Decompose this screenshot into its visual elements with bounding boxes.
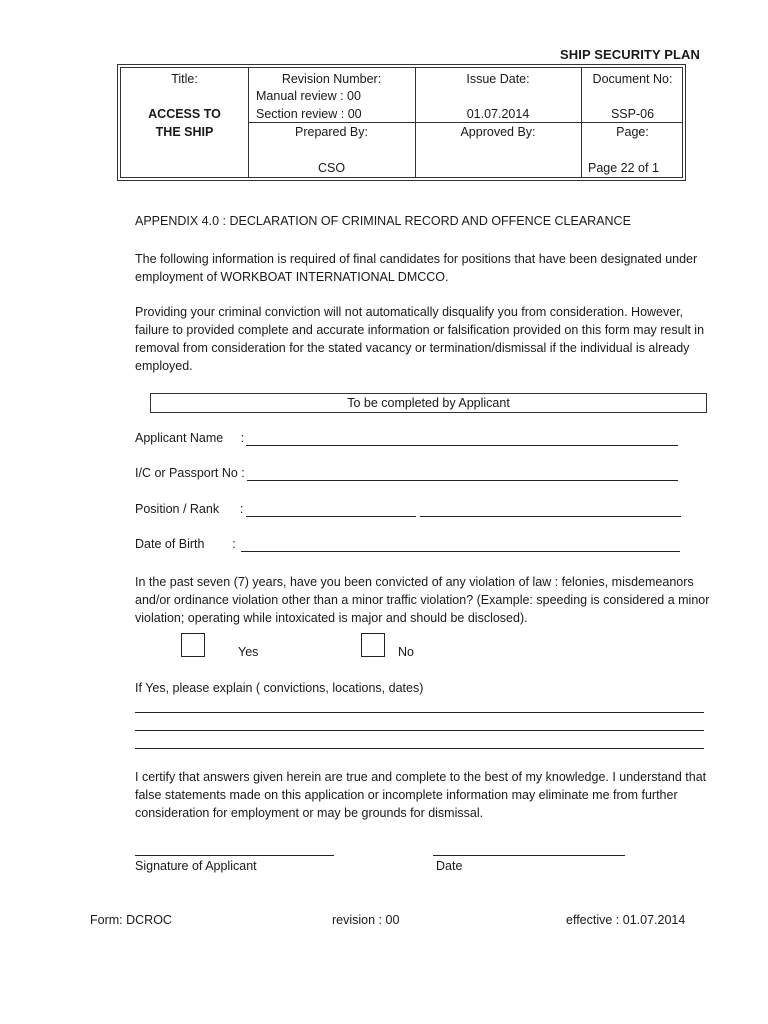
signature-line[interactable] bbox=[135, 855, 334, 856]
appendix-title: APPENDIX 4.0 : DECLARATION OF CRIMINAL RECORD AND OFFENCE CLEARANCE bbox=[135, 214, 631, 228]
rank-line[interactable] bbox=[420, 516, 681, 517]
position-label: Position / Rank : bbox=[135, 502, 244, 516]
certification-paragraph: I certify that answers given herein are true and complete to the best of my knowledge. I understand that false statements made on this application or incomplete information may eliminate me from further consideration for employment or may be grounds for dismissal. bbox=[135, 770, 707, 820]
explain-line-3[interactable] bbox=[135, 748, 704, 749]
prepared-by-label: Prepared By: bbox=[295, 125, 368, 139]
signature-label: Signature of Applicant bbox=[135, 859, 257, 873]
doc-no: SSP-06 bbox=[610, 107, 655, 121]
date-line[interactable] bbox=[433, 855, 625, 856]
doc-title-line2: THE SHIP bbox=[155, 125, 214, 139]
form-code: Form: DCROC bbox=[90, 913, 172, 927]
document-header-table bbox=[117, 64, 686, 181]
no-label: No bbox=[398, 645, 414, 659]
explain-line-2[interactable] bbox=[135, 730, 704, 731]
footer-revision: revision : 00 bbox=[332, 913, 400, 927]
manual-review: Manual review : 00 bbox=[256, 89, 361, 103]
disclaimer-paragraph: Providing your criminal conviction will not automatically disqualify you from consideration. However, failure to provided complete and accurate information or falsification provided on this form may result in removal from consideration for the stated vacancy or termination/dismissal if the individual is already employed. bbox=[135, 305, 705, 373]
footer-effective: effective : 01.07.2014 bbox=[566, 913, 686, 927]
position-line[interactable] bbox=[246, 516, 416, 517]
issue-date: 01.07.2014 bbox=[466, 107, 530, 121]
passport-line[interactable] bbox=[247, 480, 678, 481]
title-label: Title: bbox=[171, 72, 198, 86]
date-label: Date bbox=[436, 859, 463, 873]
applicant-name-label: Applicant Name : bbox=[135, 431, 245, 445]
doc-title-line1: ACCESS TO bbox=[148, 107, 221, 121]
explain-label: If Yes, please explain ( convictions, locations, dates) bbox=[135, 681, 424, 695]
prepared-by: CSO bbox=[317, 161, 346, 175]
issue-date-label: Issue Date: bbox=[466, 72, 530, 86]
approved-by-label: Approved By: bbox=[460, 125, 536, 139]
no-checkbox[interactable] bbox=[361, 633, 385, 657]
applicant-section-header: To be completed by Applicant bbox=[150, 393, 707, 413]
explain-line-1[interactable] bbox=[135, 712, 704, 713]
dob-label: Date of Birth : bbox=[135, 537, 236, 551]
yes-checkbox[interactable] bbox=[181, 633, 205, 657]
intro-paragraph: The following information is required of final candidates for positions that have been designated under employment of WORKBOAT INTERNATIONAL DMCCO. bbox=[135, 252, 698, 284]
page-value: Page 22 of 1 bbox=[588, 161, 659, 175]
yes-label: Yes bbox=[238, 645, 259, 659]
page-label: Page: bbox=[616, 125, 649, 139]
passport-label: I/C or Passport No : bbox=[135, 466, 245, 480]
revision-label: Revision Number: bbox=[281, 72, 382, 86]
section-review: Section review : 00 bbox=[256, 107, 362, 121]
dob-line[interactable] bbox=[241, 551, 680, 552]
doc-no-label: Document No: bbox=[592, 72, 673, 86]
conviction-question: In the past seven (7) years, have you been convicted of any violation of law : felonies, misdemeanors and/or ordinance violation other than a minor traffic violation? (Example: speeding is considered a minor violation; operating while intoxicated is major and should be disclosed). bbox=[135, 575, 710, 625]
plan-title: SHIP SECURITY PLAN bbox=[560, 47, 701, 62]
applicant-name-line[interactable] bbox=[246, 445, 678, 446]
